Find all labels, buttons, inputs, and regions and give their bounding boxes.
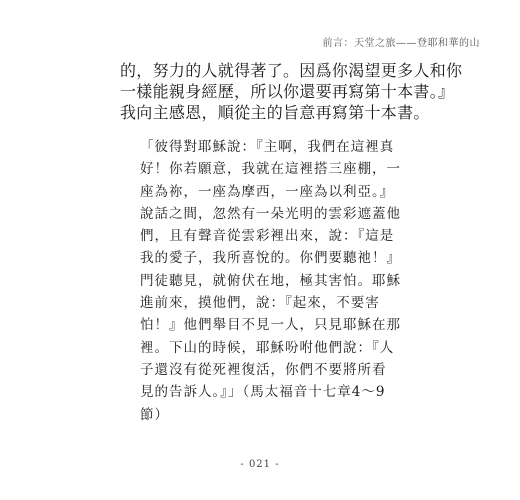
quote-line: 我的愛子，我所喜悅的。你們要聽祂！』	[140, 250, 401, 267]
page-number: - 021 -	[240, 459, 280, 470]
quote-line: 好！你若願意，我就在這裡搭三座棚，一	[140, 161, 401, 178]
quote-line: 裡。下山的時候，耶穌吩咐他們說：『人	[140, 339, 395, 356]
quote-line: 子還沒有從死裡復活，你們不要將所看	[140, 361, 387, 378]
body-line: 一樣能親身經歷，所以你還要再寫第十本書。』	[120, 82, 455, 101]
quote-line: 進前來，摸他們，說：『起來，不要害	[140, 295, 380, 312]
quote-line: 門徒聽見，就俯伏在地，極其害怕。耶穌	[140, 272, 401, 289]
body-paragraph	[120, 60, 490, 123]
body-line: 的，努力的人就得著了。因爲你渴望更多人和你	[120, 61, 463, 80]
quote-line: 節）	[140, 406, 169, 423]
quote-line: 們，且有聲音從雲彩裡出來，說：『這是	[140, 228, 395, 245]
quote-line: 見的告訴人。』」（馬太福音十七章4～9	[140, 384, 386, 401]
quote-line: 「彼得對耶穌說：『主啊，我們在這裡真	[140, 139, 395, 155]
quote-line: 座為祢，一座為摩西，一座為以利亞。』	[140, 183, 395, 200]
running-header: 前言：天堂之旅——登耶和華的山	[322, 38, 480, 49]
scripture-quote	[140, 136, 485, 426]
quote-line: 說話之間，忽然有一朵光明的雲彩遮蓋他	[140, 205, 401, 222]
body-line: 我向主感恩，順從主的旨意再寫第十本書。	[120, 103, 430, 122]
quote-line: 怕！』他們舉目不見一人，只見耶穌在那	[140, 317, 401, 334]
